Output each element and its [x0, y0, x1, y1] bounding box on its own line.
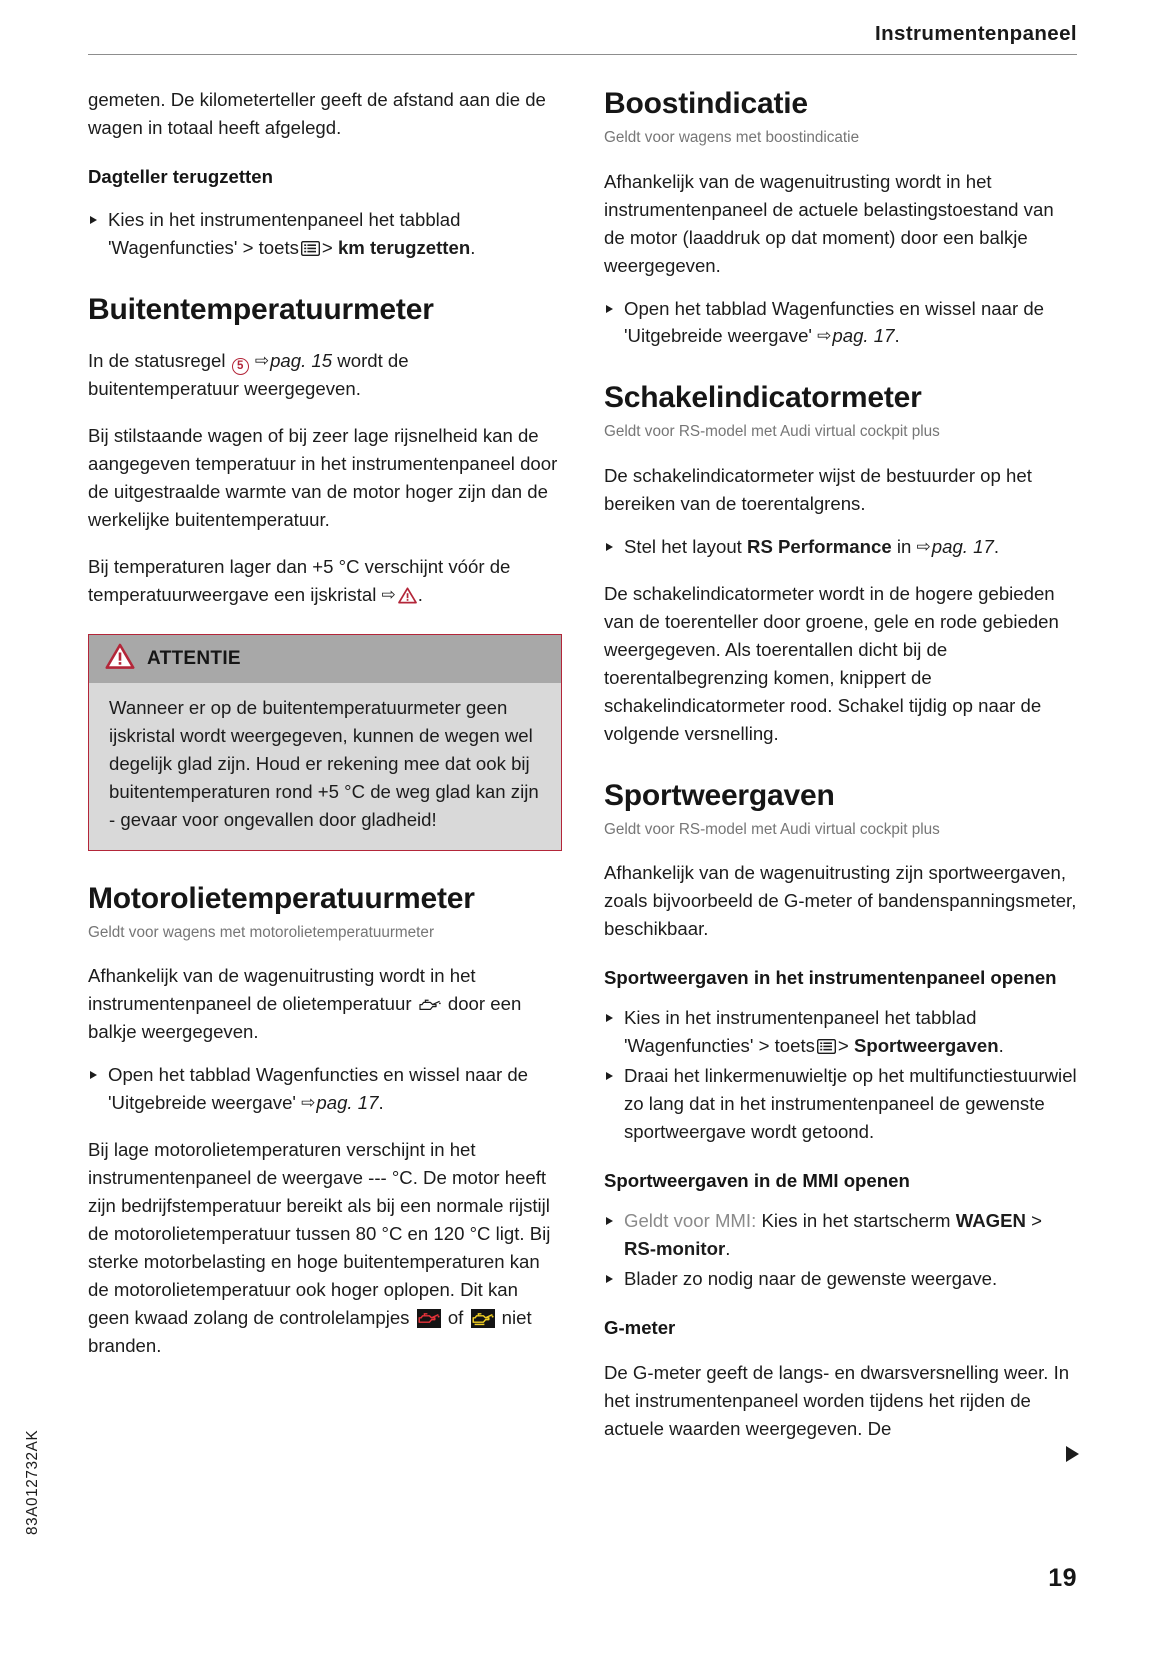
- list-item: [604, 1207, 1078, 1263]
- step-text-bold-1: WAGEN: [955, 1210, 1026, 1232]
- paragraph-text-pre: In de statusregel: [88, 349, 226, 371]
- heading-motorolietemperatuurmeter: Motorolietemperatuurmeter: [88, 881, 475, 915]
- step-text-end: .: [998, 1035, 1004, 1057]
- motorolie-paragraph-1: [88, 962, 562, 1046]
- cross-reference-arrow-icon: ⇨: [817, 326, 832, 346]
- cross-reference-arrow-icon: ⇨: [301, 1093, 316, 1113]
- step-text-pre: Stel het layout: [624, 536, 742, 558]
- running-header: [88, 24, 1077, 66]
- paragraph-text-pre: Afhankelijk van de wagenuitrusting wordt in het instrumentenpaneel de olietemperatuur: [88, 965, 476, 1015]
- cross-reference-arrow-icon: ⇨: [916, 537, 931, 557]
- oil-pressure-lamp-red-icon: [417, 1309, 441, 1328]
- paragraph-text-post: door een balkje weergegeven.: [88, 993, 522, 1043]
- list-item: [604, 533, 1078, 561]
- oil-can-icon: [419, 992, 441, 1006]
- step-text-pre: Kies in het startscherm: [761, 1210, 951, 1232]
- page-columns: [88, 86, 1078, 1443]
- header-divider: [88, 54, 1077, 55]
- subtitle-boostindicatie: Geldt voor wagens met boostindicatie: [604, 129, 860, 146]
- boostindicatie-steps: [604, 295, 1078, 351]
- cross-reference-arrow-icon: ⇨: [381, 584, 396, 604]
- g-meter-paragraph: De G-meter geeft de langs- en dwarsversnelling weer. In het instrumentenpaneel worden tijdens het rijden de actuele waarden weergegeven. De: [604, 1361, 1070, 1439]
- step-scope-label: Geldt voor MMI:: [624, 1210, 757, 1232]
- paragraph-text-pre: Bij temperaturen lager dan +5 °C verschijnt vóór de temperatuurweergave een ijskristal: [88, 555, 511, 605]
- paragraph-text-mid: of: [447, 1307, 464, 1328]
- step-text-end: .: [378, 1092, 384, 1114]
- attention-box-body: Wanneer er op de buitentemperatuurmeter geen ijskristal wordt weergegeven, kunnen de wegen wel degelijk glad zijn. Houd er rekening mee dat ook bij buitentemperaturen rond +5 °C de weg glad kan zijn - gevaar voor ongevallen door gladheid!: [109, 696, 539, 830]
- heading-buitentemperatuurmeter: Buitentemperatuurmeter: [88, 292, 434, 326]
- cross-reference-label: pag. 15: [270, 349, 333, 371]
- dagteller-steps: [88, 206, 562, 262]
- step-text-bold: Sportweergaven: [853, 1035, 999, 1057]
- boostindicatie-paragraph-1: Afhankelijk van de wagenuitrusting wordt in het instrumentenpaneel de actuele belastingstoestand van de motor (laaddruk op dat moment) door een balkje weergegeven.: [604, 170, 1054, 276]
- left-column: [88, 86, 562, 1443]
- step-text-end: .: [894, 325, 900, 347]
- step-text-end: .: [470, 236, 476, 258]
- motorolie-paragraph-2: [88, 1136, 562, 1360]
- step-text-mid: >: [321, 236, 333, 258]
- step-text-end: .: [725, 1238, 731, 1260]
- right-column: [604, 86, 1078, 1443]
- oil-level-lamp-yellow-icon: [471, 1309, 495, 1328]
- paragraph-text-pre: Bij lage motorolietemperaturen verschijnt in het instrumentenpaneel de weergave --- °C. De motor heeft zijn bedrijfstemperatuur bereikt als bij een normale rijstijl de motorolietemperatuur tussen 80 °C en 120 °C ligt. Bij sterke motorbelasting en hoge buitentemperaturen kan de motorolietemperatuur ook hoger oplopen. Dit kan geen kwaad zolang de controlelampjes: [88, 1139, 551, 1328]
- step-text-mid: >: [1031, 1210, 1042, 1232]
- warning-triangle-icon: [105, 643, 135, 675]
- step-text-pre: Kies in het instrumentenpaneel het tabblad 'Wagenfuncties' > toets: [624, 1007, 977, 1057]
- attention-box: [88, 634, 562, 851]
- subtitle-schakelindicatormeter: Geldt voor RS-model met Audi virtual cockpit plus: [604, 423, 940, 441]
- schakelindicator-paragraph-1: De schakelindicatormeter wijst de bestuurder op het bereiken van de toerentalgrens.: [604, 465, 1032, 515]
- paragraph-text-post: wordt de buitentemperatuur weergegeven.: [88, 349, 409, 400]
- step-text-mid: >: [837, 1035, 849, 1057]
- step-text-end: .: [993, 536, 999, 558]
- heading-sportweergaven-mmi: Sportweergaven in de MMI openen: [604, 1170, 910, 1192]
- cross-reference-label: pag. 17: [832, 325, 895, 347]
- schakelindicator-paragraph-2: De schakelindicatormeter wordt in de hogere gebieden van de toerenteller door groene, gele en rode gebieden weergegeven. Als toerentallen dicht bij de toerentalbegrenzing komen, knippert de schakelindicatormeter rood. Schakel tijdig op naar de volgende versnelling.: [604, 583, 1059, 744]
- cross-reference-label: pag. 17: [931, 536, 994, 558]
- header-title: Instrumentenpaneel: [875, 22, 1077, 45]
- buitentemperatuurmeter-paragraph-3: [88, 553, 562, 612]
- status-line-badge-icon: 5: [232, 358, 249, 375]
- list-item: [604, 1004, 1078, 1060]
- menu-key-icon: [301, 236, 320, 251]
- cross-reference-label: pag. 17: [316, 1092, 379, 1114]
- sportweergaven-paragraph-1: Afhankelijk van de wagenuitrusting zijn sportweergaven, zoals bijvoorbeeld de G-meter of bandenspanningsmeter, beschikbaar.: [604, 862, 1077, 940]
- list-item: [88, 206, 562, 262]
- step-text-pre: Open het tabblad Wagenfuncties en wissel naar de 'Uitgebreide weergave': [108, 1064, 529, 1114]
- cross-reference-arrow-icon: ⇨: [254, 350, 270, 370]
- warning-triangle-icon: [398, 584, 417, 612]
- attention-box-title: ATTENTIE: [147, 647, 241, 669]
- subtitle-motorolietemperatuurmeter: Geldt voor wagens met motorolietemperatuurmeter: [88, 923, 435, 941]
- step-text-bold: km terugzetten: [337, 236, 471, 258]
- buitentemperatuurmeter-paragraph-2: Bij stilstaande wagen of bij zeer lage rijsnelheid kan de aangegeven temperatuur in het instrumentenpaneel door de uitgestraalde warmte van de motor hoger zijn dan de werkelijke buitentemperatuur.: [88, 425, 558, 530]
- list-item: [604, 295, 1078, 351]
- step-text-mid: in: [896, 536, 912, 558]
- paragraph-text-post: niet branden.: [88, 1307, 532, 1356]
- list-item: Draai het linkermenuwieltje op het multifunctiestuurwiel zo lang dat in het instrumentenpaneel de gewenste sportweergave wordt getoond.: [604, 1062, 1078, 1146]
- page-number: 19: [1048, 1564, 1077, 1592]
- continuation-arrow-icon: [1066, 1446, 1079, 1462]
- step-text-pre: Open het tabblad Wagenfuncties en wissel naar de 'Uitgebreide weergave': [624, 297, 1045, 347]
- step-text-pre: Kies in het instrumentenpaneel het tabblad 'Wagenfuncties' > toets: [108, 208, 461, 258]
- heading-boostindicatie: Boostindicatie: [604, 87, 808, 120]
- heading-g-meter: G-meter: [604, 1317, 676, 1339]
- paragraph-text-post: .: [417, 583, 423, 605]
- list-item: [88, 1061, 562, 1117]
- heading-sportweergaven-instrumentenpaneel: Sportweergaven in het instrumentenpaneel openen: [604, 967, 1057, 989]
- subtitle-sportweergaven: Geldt voor RS-model met Audi virtual cockpit plus: [604, 820, 940, 838]
- sportweergaven-instrumentenpaneel-steps: [604, 1004, 1078, 1146]
- attention-box-header: [89, 635, 561, 683]
- buitentemperatuurmeter-paragraph-1: [88, 347, 562, 403]
- step-text-bold: RS Performance: [747, 536, 892, 558]
- schakelindicator-steps: [604, 533, 1078, 561]
- document-code: 83A012732AK: [24, 1429, 41, 1535]
- sportweergaven-mmi-steps: [604, 1207, 1078, 1293]
- menu-key-icon: [817, 1034, 836, 1049]
- step-text-bold-2: RS-monitor: [624, 1238, 726, 1260]
- list-item: Blader zo nodig naar de gewenste weergave.: [604, 1265, 1078, 1293]
- heading-schakelindicatormeter: Schakelindicatormeter: [604, 381, 922, 415]
- heading-sportweergaven: Sportweergaven: [604, 778, 835, 812]
- motorolie-steps: [88, 1061, 562, 1117]
- heading-dagteller-terugzetten: Dagteller terugzetten: [88, 165, 273, 187]
- intro-paragraph: gemeten. De kilometerteller geeft de afstand aan die de wagen in totaal heeft afgelegd.: [88, 89, 546, 138]
